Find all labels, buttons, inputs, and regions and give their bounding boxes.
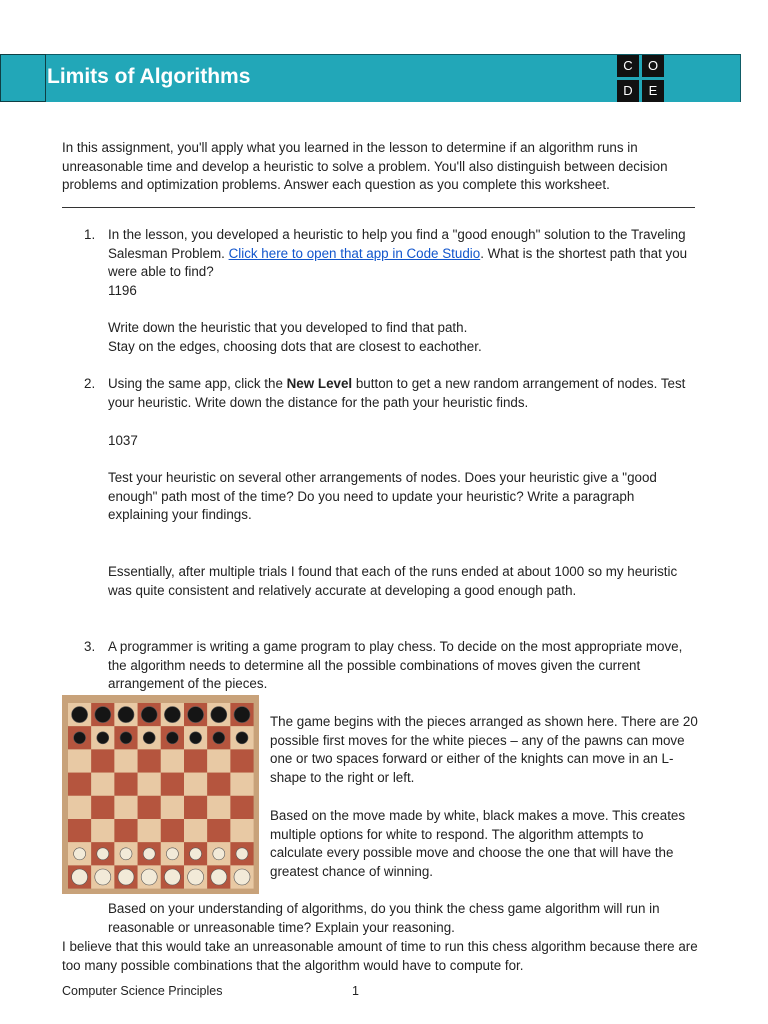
logo-letter: E [642, 80, 664, 102]
chess-piece [141, 707, 157, 723]
q2-text-start: Using the same app, click the [108, 376, 287, 391]
chess-piece [72, 869, 88, 885]
chess-piece [211, 869, 227, 885]
board-square [207, 819, 230, 842]
board-square [68, 749, 91, 772]
board-square [161, 819, 184, 842]
board-square [161, 796, 184, 819]
board-square [138, 773, 161, 796]
logo-letter: C [617, 55, 639, 77]
q2-prompt2: Test your heuristic on several other arrangements of nodes. Does your heuristic give a "good enough" path most of the time? Do you need to update your heuristic? Write a paragraph explaining your findings. [108, 470, 657, 523]
board-square [161, 773, 184, 796]
chess-piece [97, 848, 109, 860]
board-square [68, 819, 91, 842]
board-square [207, 749, 230, 772]
board-square [230, 796, 253, 819]
logo-letter: O [642, 55, 664, 77]
intro-paragraph: In this assignment, you'll apply what you learned in the lesson to determine if an algorithm runs in unreasonable time and develop a heuristic to solve a problem. You'll also distinguish between decision problems and optimization problems. Answer each question as you complete this worksheet. [62, 140, 668, 193]
chess-piece [97, 732, 109, 744]
q1-number: 1. [84, 227, 96, 242]
board-square [184, 749, 207, 772]
q1-text-start: In the lesson, you developed a heuristic to help you find a "good enough" solution to the Traveling Salesman Problem. [108, 227, 686, 261]
board-square [114, 819, 137, 842]
q2-text [108, 375, 698, 412]
board-square [207, 796, 230, 819]
board-square [207, 773, 230, 796]
q3-side-text1: The game begins with the pieces arranged as shown here. There are 20 possible first moves for the white pieces – any of the pawns can move one or two spaces forward or either of the knights can move in an L-shape to the right or left. [270, 714, 698, 785]
board-square [138, 749, 161, 772]
board-square [138, 819, 161, 842]
board-square [68, 796, 91, 819]
code-logo [617, 55, 664, 102]
chess-piece [188, 707, 204, 723]
chess-piece [166, 848, 178, 860]
chess-piece [141, 869, 157, 885]
footer-page-number: 1 [352, 984, 359, 998]
chess-piece [234, 707, 250, 723]
chess-piece [95, 707, 111, 723]
q1-text [108, 226, 698, 282]
chess-piece [118, 707, 134, 723]
chess-piece [72, 707, 88, 723]
chess-piece [213, 848, 225, 860]
chess-piece [120, 848, 132, 860]
board-square [91, 796, 114, 819]
q3-side-text2: Based on the move made by white, black makes a move. This creates multiple options for white to respond. The algorithm attempts to calculate every possible move and choose the one that will have the greatest chance of winning. [270, 808, 686, 879]
chess-board-svg [62, 695, 259, 894]
chess-piece [143, 848, 155, 860]
new-level-label: New Level [286, 376, 353, 391]
chess-piece [213, 732, 225, 744]
board-square [184, 773, 207, 796]
q3-answer: I believe that this would take an unreasonable amount of time to run this chess algorithm because there are too many possible combinations that the algorithm would have to compute for. [62, 939, 698, 973]
chess-piece [166, 732, 178, 744]
board-square [114, 796, 137, 819]
chess-piece [211, 707, 227, 723]
board-square [91, 773, 114, 796]
chess-piece [143, 732, 155, 744]
board-square [114, 749, 137, 772]
board-square [114, 773, 137, 796]
board-square [230, 749, 253, 772]
q3-question: Based on your understanding of algorithms, do you think the chess game algorithm will run in reasonable or unreasonable time? Explain your reasoning. [108, 901, 660, 935]
q1-text-end: . What is the shortest path that you were able to find? [108, 245, 688, 280]
board-square [68, 773, 91, 796]
q2-number: 2. [84, 376, 96, 391]
board-square [184, 819, 207, 842]
board-square [230, 773, 253, 796]
chess-piece [164, 707, 180, 723]
chess-piece [95, 869, 111, 885]
chess-piece [236, 732, 248, 744]
chess-piece [74, 848, 86, 860]
chess-piece [120, 732, 132, 744]
board-square [91, 819, 114, 842]
header-left-box [0, 54, 46, 102]
divider [62, 207, 695, 208]
board-square [161, 749, 184, 772]
chess-piece [234, 869, 250, 885]
board-square [230, 819, 253, 842]
chess-piece [190, 732, 202, 744]
q2-text-end: button to get a new random arrangement of nodes. Test your heuristic. Write down the distance for the path your heuristic finds. [108, 376, 686, 410]
chess-board-image [62, 695, 259, 894]
q3-text: A programmer is writing a game program to play chess. To decide on the most appropriate move, the algorithm needs to determine all the possible combinations of moves given the current arrangement of the pieces. [108, 639, 683, 692]
q2-answer: 1037 [108, 433, 138, 448]
chess-piece [74, 732, 86, 744]
chess-piece [236, 848, 248, 860]
chess-piece [118, 869, 134, 885]
chess-piece [164, 869, 180, 885]
q1-answer2: Stay on the edges, choosing dots that are closest to eachother. [108, 339, 482, 354]
chess-piece [190, 848, 202, 860]
page-title: Limits of Algorithms [47, 65, 251, 88]
board-square [184, 796, 207, 819]
code-studio-link[interactable]: Click here to open that app in Code Studio [228, 245, 481, 261]
q1-prompt2: Write down the heuristic that you developed to find that path. [108, 320, 468, 335]
board-square [91, 749, 114, 772]
logo-letter: D [617, 80, 639, 102]
q3-number: 3. [84, 639, 96, 654]
q2-answer2: Essentially, after multiple trials I found that each of the runs ended at about 1000 so my heuristic was quite consistent and relatively accurate at developing a good enough path. [108, 564, 678, 598]
chess-piece [188, 869, 204, 885]
q1-answer: 1196 [108, 283, 137, 298]
footer-course: Computer Science Principles [62, 984, 223, 998]
board-square [138, 796, 161, 819]
